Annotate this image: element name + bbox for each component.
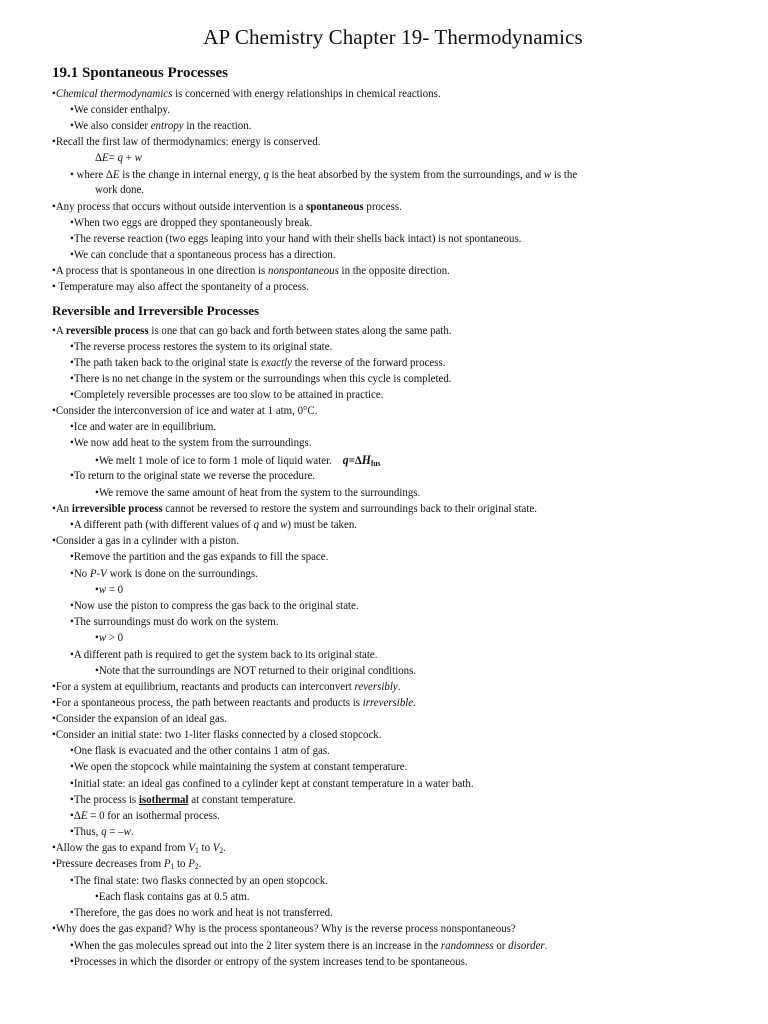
text-line: •The final state: two flasks connected by an open stopcock. [70, 874, 329, 887]
text-line: •To return to the original state we reverse the procedure. [70, 469, 316, 482]
text-line: •A different path (with different values of q and w) must be taken. [70, 518, 358, 531]
text-line: •The path taken back to the original state is exactly the reverse of the forward process. [70, 356, 446, 369]
text-line: •We melt 1 mole of ice to form 1 mole of liquid water. $q=\Delta H_{fus}$ [95, 453, 381, 468]
text-line: •We consider enthalpy. [70, 103, 170, 116]
text-line: •For a system at equilibrium, reactants and products can interconvert reversibly. [52, 680, 401, 693]
text-line: •Therefore, the gas does no work and heat is not transferred. [70, 906, 333, 919]
text-line: •A different path is required to get the system back to its original state. [70, 648, 378, 661]
text-line: • where ΔE is the change in internal energy, q is the heat absorbed by the system from the surroundings, and w is the [70, 168, 578, 181]
text-line: •We open the stopcock while maintaining the system at constant temperature. [70, 760, 408, 773]
text-line: •Consider a gas in a cylinder with a piston. [52, 534, 239, 547]
text-line: •We remove the same amount of heat from the system to the surroundings. [95, 486, 421, 499]
text-line: •Ice and water are in equilibrium. [70, 420, 217, 433]
text-line: •Allow the gas to expand from $V_1$ to $V_2$. [52, 841, 226, 855]
text-line: •Why does the gas expand? Why is the process spontaneous? Why is the reverse process nonspontaneous? [52, 922, 516, 935]
section-heading: 19.1 Spontaneous Processes [52, 65, 228, 81]
text-line: •One flask is evacuated and the other contains 1 atm of gas. [70, 744, 330, 757]
text-line: •No P-V work is done on the surroundings. [70, 567, 258, 580]
text-line: •The surroundings must do work on the system. [70, 615, 279, 628]
text-line: •When the gas molecules spread out into the 2 liter system there is an increase in the randomness or disorder. [70, 939, 548, 952]
text-line: •Pressure decreases from $P_1$ to $P_2$. [52, 857, 202, 871]
text-line: ΔE= q + w [95, 151, 142, 164]
document-title: AP Chemistry Chapter 19- Thermodynamics [203, 25, 583, 49]
text-line: •Chemical thermodynamics is concerned with energy relationships in chemical reactions. [52, 87, 441, 100]
text-line: •Consider an initial state: two 1-liter flasks connected by a closed stopcock. [52, 728, 382, 741]
text-line: •Initial state: an ideal gas confined to a cylinder kept at constant temperature in a water bath. [70, 777, 474, 790]
text-line: •w = 0 [95, 583, 124, 596]
text-line: •Note that the surroundings are NOT returned to their original conditions. [95, 664, 417, 677]
text-line: •We also consider entropy in the reaction. [70, 119, 252, 132]
text-line: •A process that is spontaneous in one direction is nonspontaneous in the opposite direction. [52, 264, 450, 277]
text-line: •Processes in which the disorder or entropy of the system increases tend to be spontaneous. [70, 955, 468, 968]
text-line: •The process is isothermal at constant temperature. [70, 793, 296, 806]
text-line: •Remove the partition and the gas expands to fill the space. [70, 550, 329, 563]
text-line: •An irreversible process cannot be reversed to restore the system and surroundings back to their original state. [52, 502, 537, 515]
text-line: •The reverse process restores the system to its original state. [70, 340, 333, 353]
text-line: •Consider the interconversion of ice and water at 1 atm, 0°C. [52, 404, 318, 417]
text-line: •ΔE = 0 for an isothermal process. [70, 809, 220, 822]
subsection-heading: Reversible and Irreversible Processes [52, 303, 260, 318]
text-line: •When two eggs are dropped they spontaneously break. [70, 216, 313, 229]
text-line: •A reversible process is one that can go back and forth between states along the same path. [52, 324, 452, 337]
text-line: •The reverse reaction (two eggs leaping into your hand with their shells back intact) is not spontaneous. [70, 232, 522, 245]
text-line: •Any process that occurs without outside intervention is a spontaneous process. [52, 200, 402, 213]
text-line: •There is no net change in the system or the surroundings when this cycle is completed. [70, 372, 452, 385]
text-line: •We now add heat to the system from the surroundings. [70, 436, 312, 449]
text-line: •Each flask contains gas at 0.5 atm. [95, 890, 250, 903]
text-line: • Temperature may also affect the spontaneity of a process. [52, 280, 309, 293]
text-line: •w > 0 [95, 631, 124, 644]
text-line: •Completely reversible processes are too slow to be attained in practice. [70, 388, 384, 401]
text-line: •For a spontaneous process, the path between reactants and products is irreversible. [52, 696, 416, 709]
text-line: •We can conclude that a spontaneous process has a direction. [70, 248, 336, 261]
text-line: •Now use the piston to compress the gas back to the original state. [70, 599, 359, 612]
text-line: •Consider the expansion of an ideal gas. [52, 712, 227, 725]
text-line: work done. [95, 183, 145, 196]
text-line: •Thus, q = –w. [70, 825, 134, 838]
text-line: •Recall the first law of thermodynamics: energy is conserved. [52, 135, 321, 148]
